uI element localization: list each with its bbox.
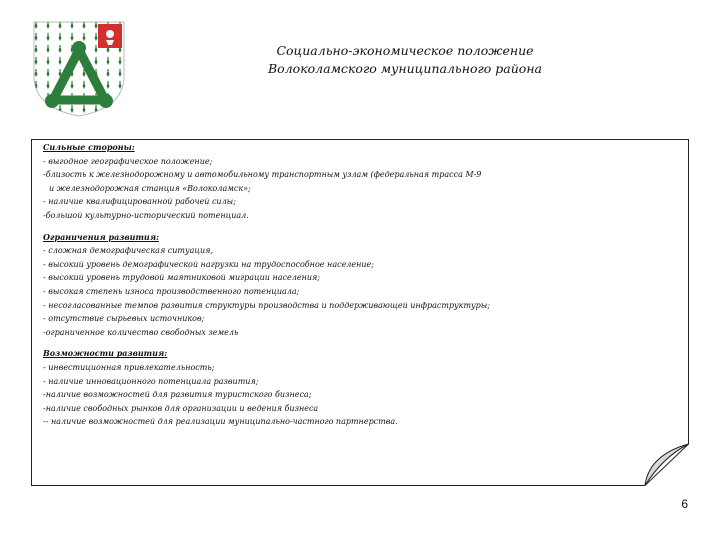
list-item: - наличие инновационного потенциала развития; <box>43 376 259 386</box>
page-title <box>200 42 610 78</box>
title-line-2: Волоколамского муниципального района <box>268 61 542 76</box>
list-item: - инвестиционная привлекательность; <box>43 362 215 372</box>
list-item: -большой культурно-исторический потенциал. <box>43 210 249 220</box>
strengths-heading: Сильные стороны: <box>43 142 135 152</box>
page-number: 6 <box>681 497 688 511</box>
list-item: - отсутствие сырьевых источников; <box>43 314 205 324</box>
list-item: - высокий уровень трудовой маятниковой миграции населения; <box>43 273 320 283</box>
opportunities-heading: Возможности развития: <box>43 348 168 359</box>
district-coat-of-arms <box>30 20 128 118</box>
content-note <box>31 139 689 486</box>
list-item: - несогласованные темпов развития структуры производства и поддерживающей инфраструктуры; <box>43 300 491 310</box>
list-item: - сложная демографическая ситуация, <box>43 246 213 256</box>
title-line-1: Социально-экономическое положение <box>276 43 534 58</box>
list-item: и железнодорожная станция «Волоколамск»; <box>49 183 251 193</box>
limitations-heading: Ограничения развития: <box>43 231 160 242</box>
note-content <box>43 141 673 429</box>
list-item: - высокий уровень демографической нагрузки на трудоспособное население; <box>43 259 374 269</box>
list-item: -наличие свободных рынков для организации и ведения бизнеса <box>43 403 319 413</box>
list-item: -близость к железнодорожному и автомобильному транспортным узлам (федеральная трасса М-9 <box>43 170 482 180</box>
list-item: - высокая степень износа производственного потенциала; <box>43 286 300 296</box>
list-item: -наличие возможностей для развития туристского бизнеса; <box>43 390 312 400</box>
list-item: -ограниченное количество свободных земель <box>43 327 239 337</box>
list-item: - выгодное географическое положение; <box>43 156 213 166</box>
list-item: -- наличие возможностей для реализации муниципально-частного партнерства. <box>43 417 398 427</box>
list-item: - наличие квалифицированной рабочей силы; <box>43 197 236 207</box>
